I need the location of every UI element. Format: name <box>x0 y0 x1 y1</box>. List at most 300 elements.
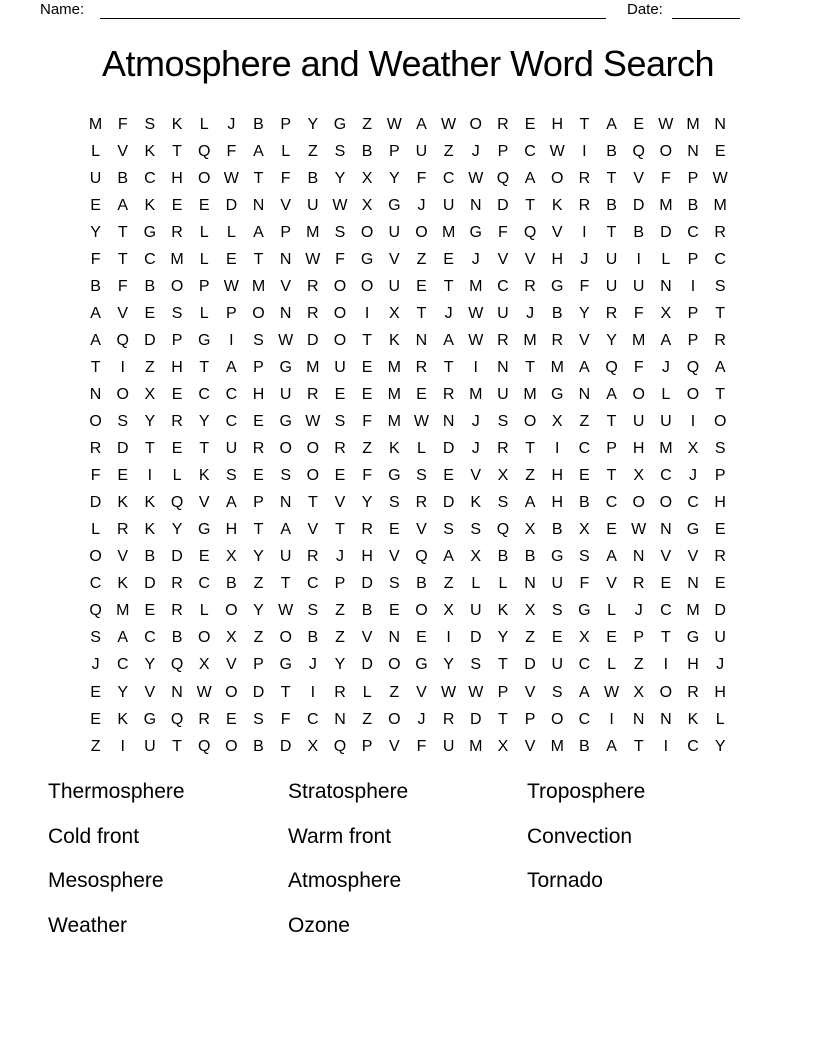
grid-letter: Z <box>525 467 535 485</box>
grid-letter: J <box>580 250 589 268</box>
grid-letter: T <box>253 521 264 539</box>
grid-letter: J <box>471 142 480 160</box>
grid-letter: O <box>197 629 211 647</box>
grid-letter: E <box>334 385 346 403</box>
grid-letter: L <box>199 115 209 133</box>
grid-letter: B <box>307 169 319 187</box>
grid-letter: T <box>606 467 617 485</box>
grid-letter: W <box>631 521 647 539</box>
grid-letter: V <box>388 548 400 566</box>
grid-letter: N <box>578 385 591 403</box>
grid-letter: U <box>605 250 618 268</box>
grid-letter: P <box>687 331 699 349</box>
grid-letter: V <box>687 548 699 566</box>
grid-letter: N <box>89 385 102 403</box>
grid-letter: J <box>417 710 426 728</box>
grid-letter: X <box>497 467 509 485</box>
grid-letter: D <box>225 196 238 214</box>
word-list-item: Weather <box>48 913 127 937</box>
grid-letter: W <box>468 304 484 322</box>
grid-letter: O <box>632 385 645 403</box>
grid-letter: Q <box>523 223 537 241</box>
grid-letter: Q <box>605 358 618 376</box>
grid-letter: M <box>469 277 483 295</box>
grid-letter: G <box>578 602 591 620</box>
grid-letter: V <box>388 250 400 268</box>
grid-letter: V <box>606 575 617 593</box>
grid-letter: R <box>171 602 183 620</box>
grid-letter: V <box>524 683 536 701</box>
grid-letter: I <box>663 737 669 755</box>
grid-letter: V <box>307 521 319 539</box>
grid-letter: H <box>551 494 564 512</box>
grid-letter: A <box>117 629 129 647</box>
grid-letter: I <box>663 656 669 674</box>
grid-letter: X <box>307 737 319 755</box>
grid-letter: U <box>89 169 102 187</box>
grid-letter: I <box>120 358 125 376</box>
grid-letter: R <box>307 548 319 566</box>
grid-letter: F <box>633 358 644 376</box>
grid-letter: L <box>281 142 291 160</box>
grid-letter: V <box>388 737 400 755</box>
grid-letter: G <box>333 115 347 133</box>
grid-letter: R <box>442 385 455 403</box>
grid-letter: O <box>333 331 347 349</box>
grid-letter: P <box>198 277 210 295</box>
grid-letter: D <box>144 575 156 593</box>
grid-letter: O <box>551 169 564 187</box>
grid-letter: A <box>443 331 454 349</box>
grid-letter: U <box>388 223 401 241</box>
grid-letter: A <box>253 142 264 160</box>
name-label: Name: <box>40 1 85 18</box>
grid-letter: L <box>199 304 209 322</box>
grid-letter: X <box>443 602 454 620</box>
grid-letter: R <box>252 440 265 458</box>
grid-letter: S <box>714 277 726 295</box>
grid-letter: E <box>606 521 617 539</box>
grid-letter: G <box>197 521 211 539</box>
date-label: Date: <box>627 1 663 18</box>
grid-letter: B <box>253 115 264 133</box>
grid-letter: P <box>171 331 183 349</box>
grid-letter: V <box>144 683 156 701</box>
grid-letter: S <box>497 494 509 512</box>
grid-letter: O <box>523 413 537 431</box>
grid-letter: S <box>714 440 726 458</box>
grid-letter: Q <box>89 602 102 620</box>
grid-letter: O <box>415 223 428 241</box>
grid-letter: Q <box>496 169 510 187</box>
grid-letter: F <box>579 575 590 593</box>
grid-letter: X <box>633 467 645 485</box>
grid-letter: M <box>251 277 266 295</box>
grid-letter: J <box>661 358 670 376</box>
grid-letter: M <box>659 196 673 214</box>
grid-letter: A <box>524 169 536 187</box>
grid-letter: Z <box>335 629 345 647</box>
grid-letter: P <box>361 737 373 755</box>
grid-letter: O <box>659 683 673 701</box>
grid-letter: X <box>551 413 563 431</box>
grid-letter: E <box>416 277 427 295</box>
grid-letter: E <box>144 304 156 322</box>
grid-letter: H <box>551 467 564 485</box>
grid-letter: B <box>90 277 101 295</box>
grid-letter: O <box>252 304 265 322</box>
grid-letter: F <box>633 304 644 322</box>
grid-letter: L <box>226 223 236 241</box>
grid-letter: I <box>636 250 641 268</box>
grid-letter: T <box>443 358 454 376</box>
grid-letter: I <box>609 710 614 728</box>
grid-letter: C <box>660 602 672 620</box>
grid-letter: C <box>578 656 591 674</box>
grid-letter: W <box>305 413 321 431</box>
grid-letter: D <box>714 602 726 620</box>
grid-letter: Y <box>714 737 726 755</box>
grid-letter: T <box>117 223 128 241</box>
grid-letter: F <box>280 710 291 728</box>
grid-letter: Y <box>117 683 129 701</box>
grid-letter: W <box>549 142 565 160</box>
grid-letter: M <box>387 358 401 376</box>
grid-letter: Z <box>443 142 454 160</box>
grid-letter: P <box>687 169 699 187</box>
grid-letter: D <box>361 575 373 593</box>
grid-letter: K <box>198 467 210 485</box>
grid-letter: V <box>633 169 645 187</box>
grid-letter: Y <box>90 223 101 241</box>
grid-letter: A <box>226 494 237 512</box>
grid-letter: Y <box>253 602 264 620</box>
grid-letter: E <box>551 629 563 647</box>
grid-letter: E <box>388 602 400 620</box>
grid-letter: B <box>226 575 237 593</box>
grid-letter: H <box>714 683 726 701</box>
grid-letter: R <box>171 413 183 431</box>
word-list-item: Atmosphere <box>288 869 402 892</box>
grid-letter: L <box>471 575 481 593</box>
grid-letter: R <box>89 440 102 458</box>
grid-letter: N <box>334 710 346 728</box>
grid-letter: X <box>497 737 509 755</box>
grid-letter: A <box>579 683 590 701</box>
grid-letter: U <box>605 277 618 295</box>
grid-letter: D <box>89 494 102 512</box>
grid-letter: X <box>226 548 237 566</box>
grid-letter: V <box>361 629 373 647</box>
grid-letter: O <box>360 223 374 241</box>
grid-letter: Y <box>144 656 156 674</box>
grid-letter: U <box>415 142 428 160</box>
grid-letter: M <box>387 413 401 431</box>
grid-letter: E <box>171 440 183 458</box>
grid-letter: L <box>661 250 671 268</box>
grid-letter: T <box>498 710 508 728</box>
grid-letter: B <box>579 737 590 755</box>
word-list-item: Stratosphere <box>288 780 409 803</box>
grid-letter: T <box>443 277 454 295</box>
grid-letter: R <box>442 710 455 728</box>
grid-letter: P <box>687 250 699 268</box>
grid-letter: V <box>280 196 291 214</box>
word-list-item: Cold front <box>48 824 140 848</box>
grid-letter: Q <box>686 358 700 376</box>
grid-letter: S <box>334 142 346 160</box>
grid-letter: G <box>279 656 292 674</box>
grid-letter: E <box>198 196 210 214</box>
grid-letter: J <box>716 656 725 674</box>
grid-letter: Q <box>170 494 184 512</box>
grid-letter: E <box>361 385 373 403</box>
date-blank-line <box>672 18 740 19</box>
grid-letter: N <box>632 710 645 728</box>
grid-letter: Y <box>497 629 509 647</box>
grid-letter: B <box>117 169 129 187</box>
grid-letter: R <box>605 304 618 322</box>
grid-letter: X <box>579 521 590 539</box>
grid-letter: D <box>252 683 265 701</box>
grid-letter: Y <box>443 656 454 674</box>
grid-letter: O <box>333 304 347 322</box>
grid-letter: C <box>687 494 699 512</box>
grid-letter: A <box>606 115 617 133</box>
grid-letter: V <box>117 304 129 322</box>
grid-letter: G <box>551 385 564 403</box>
grid-letter: V <box>280 277 291 295</box>
grid-letter: N <box>469 196 482 214</box>
grid-letter: F <box>226 142 237 160</box>
grid-letter: N <box>252 196 265 214</box>
grid-letter: C <box>687 737 699 755</box>
grid-letter: M <box>306 358 320 376</box>
grid-letter: A <box>714 358 726 376</box>
grid-letter: O <box>360 277 374 295</box>
grid-letter: W <box>603 683 620 701</box>
grid-letter: E <box>714 142 726 160</box>
grid-letter: B <box>361 142 373 160</box>
grid-letter: D <box>442 494 455 512</box>
grid-letter: S <box>144 115 156 133</box>
grid-letter: V <box>579 331 590 349</box>
grid-letter: K <box>144 521 156 539</box>
grid-letter: Y <box>253 548 264 566</box>
grid-letter: D <box>442 440 455 458</box>
grid-letter: C <box>116 656 129 674</box>
grid-letter: Y <box>171 521 183 539</box>
grid-letter: L <box>172 467 182 485</box>
grid-letter: W <box>386 115 402 133</box>
grid-letter: A <box>579 358 590 376</box>
grid-letter: M <box>441 223 456 241</box>
grid-letter: C <box>89 575 102 593</box>
grid-letter: F <box>362 413 373 431</box>
grid-letter: J <box>634 602 643 620</box>
grid-letter: W <box>196 683 212 701</box>
grid-letter: H <box>171 169 183 187</box>
grid-letter: V <box>524 737 536 755</box>
grid-letter: S <box>253 710 264 728</box>
grid-letter: M <box>523 331 537 349</box>
word-list-item: Tornado <box>527 869 603 892</box>
grid-letter: G <box>360 250 374 268</box>
grid-letter: K <box>551 196 563 214</box>
grid-letter: J <box>471 413 480 431</box>
grid-letter: O <box>225 683 238 701</box>
grid-letter: W <box>468 331 484 349</box>
grid-letter: N <box>388 629 401 647</box>
grid-letter: X <box>660 304 672 322</box>
grid-letter: S <box>579 548 590 566</box>
grid-letter: S <box>470 656 482 674</box>
grid-letter: Z <box>253 629 264 647</box>
grid-letter: K <box>117 575 129 593</box>
word-list-item: Troposphere <box>527 780 646 803</box>
grid-letter: K <box>117 494 129 512</box>
grid-letter: T <box>633 737 644 755</box>
grid-letter: U <box>225 440 238 458</box>
grid-letter: J <box>689 467 698 485</box>
grid-letter: C <box>714 250 726 268</box>
grid-letter: Z <box>145 358 155 376</box>
grid-letter: A <box>416 115 427 133</box>
grid-letter: P <box>280 115 291 133</box>
grid-letter: E <box>171 385 183 403</box>
grid-letter: Y <box>606 331 617 349</box>
grid-letter: R <box>307 277 319 295</box>
grid-letter: K <box>388 440 400 458</box>
grid-letter: U <box>442 737 455 755</box>
word-list-column <box>527 770 757 948</box>
grid-letter: T <box>579 115 590 133</box>
grid-letter: N <box>171 683 183 701</box>
grid-letter: A <box>280 521 291 539</box>
grid-letter: P <box>253 494 264 512</box>
grid-letter: U <box>714 629 726 647</box>
grid-letter: T <box>172 142 182 160</box>
grid-letter: V <box>497 250 509 268</box>
grid-letter: O <box>225 737 238 755</box>
grid-letter: Y <box>579 304 590 322</box>
grid-letter: B <box>551 521 563 539</box>
grid-letter: V <box>198 494 210 512</box>
grid-letter: Y <box>198 413 210 431</box>
grid-letter: E <box>579 467 590 485</box>
grid-letter: T <box>715 385 726 403</box>
grid-letter: F <box>660 169 671 187</box>
grid-letter: E <box>606 629 617 647</box>
grid-letter: E <box>226 710 237 728</box>
grid-letter: Z <box>389 683 400 701</box>
grid-letter: A <box>606 385 617 403</box>
grid-letter: C <box>578 710 591 728</box>
grid-letter: C <box>225 413 238 431</box>
grid-letter: P <box>280 223 291 241</box>
grid-letter: Y <box>334 656 346 674</box>
grid-letter: U <box>279 385 292 403</box>
grid-letter: D <box>307 331 319 349</box>
grid-letter: E <box>388 521 400 539</box>
grid-letter: H <box>171 358 183 376</box>
grid-letter: B <box>361 602 373 620</box>
grid-letter: R <box>307 385 319 403</box>
grid-letter: P <box>497 683 509 701</box>
grid-letter: F <box>90 467 101 485</box>
grid-letter: K <box>144 494 156 512</box>
grid-letter: X <box>361 196 373 214</box>
grid-letter: T <box>253 169 264 187</box>
grid-letter: X <box>633 683 645 701</box>
grid-letter: U <box>551 575 564 593</box>
grid-letter: A <box>90 304 101 322</box>
grid-letter: Y <box>361 494 373 512</box>
grid-letter: W <box>712 169 728 187</box>
grid-letter: B <box>579 494 590 512</box>
grid-letter: M <box>686 602 700 620</box>
grid-letter: S <box>171 304 183 322</box>
grid-letter: X <box>144 385 156 403</box>
grid-letter: B <box>524 548 536 566</box>
grid-letter: N <box>660 277 672 295</box>
grid-letter: B <box>606 142 617 160</box>
grid-letter: L <box>607 656 616 674</box>
grid-letter: Y <box>388 169 400 187</box>
grid-letter: G <box>279 413 292 431</box>
grid-letter: X <box>361 169 373 187</box>
grid-letter: B <box>606 196 617 214</box>
grid-letter: Q <box>415 548 428 566</box>
grid-letter: H <box>361 548 373 566</box>
grid-letter: W <box>278 602 294 620</box>
grid-letter: B <box>144 548 156 566</box>
grid-letter: S <box>443 521 454 539</box>
grid-letter: U <box>307 196 319 214</box>
grid-letter: E <box>714 521 726 539</box>
grid-letter: V <box>551 223 563 241</box>
grid-letter: E <box>144 602 156 620</box>
grid-letter: Z <box>443 575 454 593</box>
grid-letter: Q <box>170 710 184 728</box>
grid-letter: J <box>471 440 480 458</box>
grid-letter: V <box>334 494 346 512</box>
grid-letter: O <box>659 494 673 512</box>
grid-letter: L <box>91 142 101 160</box>
grid-letter: R <box>415 494 428 512</box>
grid-letter: F <box>280 169 291 187</box>
grid-letter: S <box>551 602 563 620</box>
grid-letter: B <box>307 629 319 647</box>
grid-letter: L <box>199 602 209 620</box>
grid-letter: U <box>660 413 672 431</box>
grid-letter: U <box>469 602 482 620</box>
grid-letter: R <box>714 223 726 241</box>
grid-letter: A <box>524 494 536 512</box>
grid-letter: Z <box>362 710 373 728</box>
grid-letter: N <box>497 358 509 376</box>
grid-letter: F <box>416 169 427 187</box>
grid-letter: R <box>497 440 509 458</box>
name-blank-line <box>100 18 606 19</box>
grid-letter: N <box>415 331 428 349</box>
grid-letter: N <box>714 115 726 133</box>
grid-letter: F <box>579 277 590 295</box>
grid-letter: P <box>606 440 617 458</box>
grid-letter: E <box>334 467 346 485</box>
grid-letter: B <box>633 223 645 241</box>
grid-letter: W <box>441 115 457 133</box>
